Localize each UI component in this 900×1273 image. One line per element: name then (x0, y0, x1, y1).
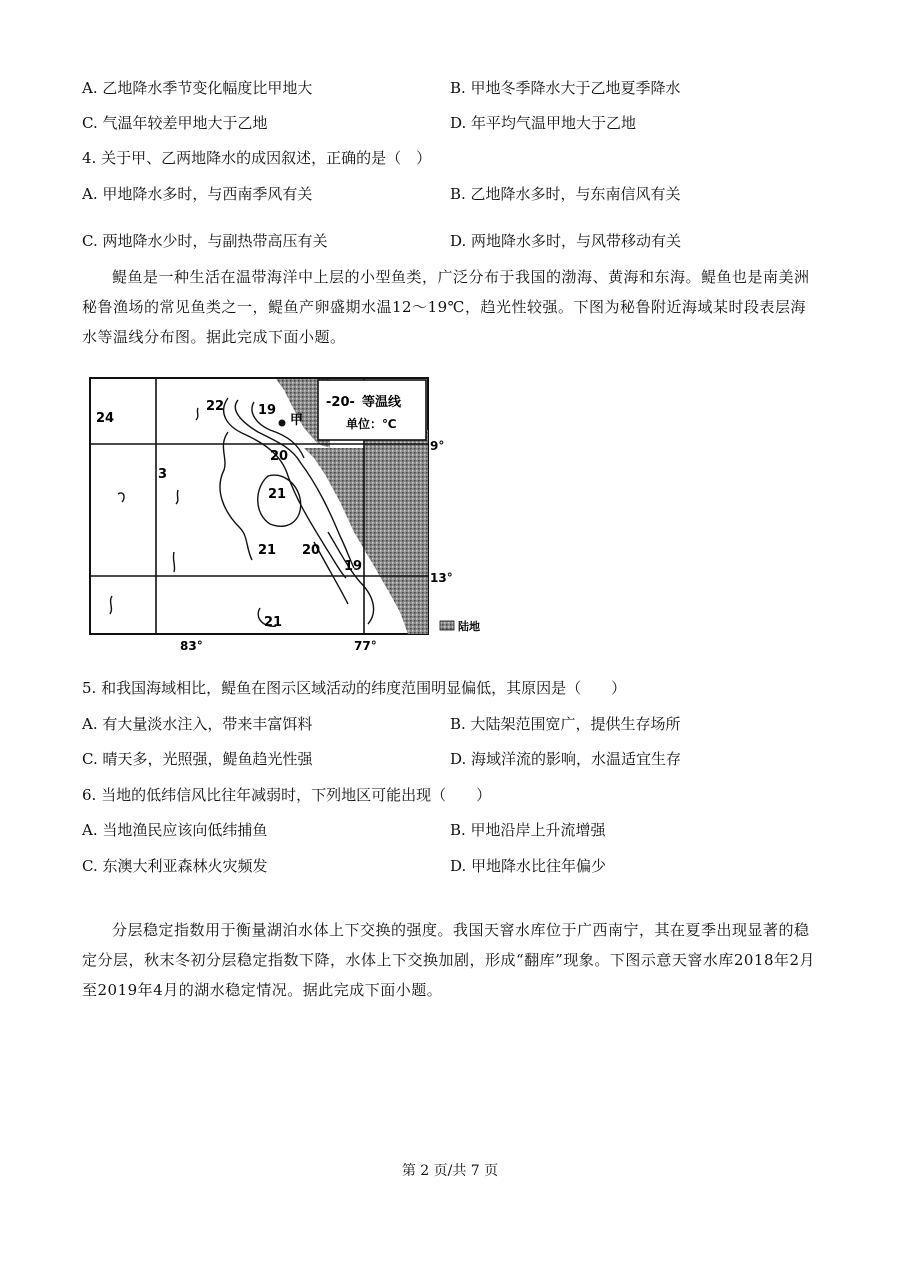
point-jia-marker (279, 420, 286, 427)
isotherm-label-21-bottom: 21 (264, 615, 283, 630)
isotherm-label-20-low: 20 (302, 543, 321, 558)
q6-option-a: A. 当地渔民应该向低纬捕鱼 (82, 821, 268, 839)
isotherm-label-21-low: 21 (258, 543, 277, 558)
q5-stem: 5. 和我国海域相比，鳀鱼在图示区域活动的纬度范围明显偏低，其原因是（ ） (82, 679, 627, 697)
longitude-label-83: 83° (180, 639, 203, 653)
legend-unit: 单位：℃ (346, 417, 397, 431)
q4-option-a: A. 甲地降水多时，与西南季风有关 (82, 185, 313, 203)
isotherm-label-19-low: 19 (344, 559, 363, 574)
q4-stem: 4. 关于甲、乙两地降水的成因叙述，正确的是（ ） (82, 149, 432, 167)
q4-option-c: C. 两地降水少时，与副热带高压有关 (82, 232, 328, 250)
longitude-label-77: 77° (354, 639, 377, 653)
point-jia-label: 甲 (290, 413, 304, 428)
q6-option-b: B. 甲地沿岸上升流增强 (450, 821, 606, 839)
q5-option-b: B. 大陆架范围宽广，提供生存场所 (450, 715, 681, 733)
q5-option-d: D. 海域洋流的影响，水温适宜生存 (450, 750, 682, 768)
isotherm-label-22: 22 (206, 399, 225, 414)
q4-option-b: B. 乙地降水多时，与东南信风有关 (450, 185, 681, 203)
q4-option-d: D. 两地降水多时，与风带移动有关 (450, 232, 682, 250)
land-legend-swatch (440, 621, 454, 630)
latitude-label-13: 13° (430, 571, 453, 585)
isotherm-fragment-a (118, 493, 124, 502)
passage-reservoir: 分层稳定指数用于衡量湖泊水体上下交换的强度。我国天窨水库位于广西南宁，其在夏季出现显著的稳定分层，秋末冬初分层稳定指数下降，水体上下交换加剧，形成“翻库”现象。下图示意天窨水库2018年2月至2019年4月的湖水稳定情况。据此完成下面小题。 (82, 921, 816, 999)
isotherm-fragment-b (196, 408, 198, 420)
isotherm-21-west (220, 432, 252, 560)
isotherm-label-20-top: 20 (270, 449, 289, 464)
q3-option-a: A. 乙地降水季节变化幅度比甲地大 (82, 79, 313, 97)
isotherm-label-19-top: 19 (258, 403, 277, 418)
isotherm-label-21-mid: 21 (268, 487, 287, 502)
isotherm-fragment-c (173, 552, 174, 572)
passage-anchovy: 鳀鱼是一种生活在温带海洋中上层的小型鱼类，广泛分布于我国的渤海、黄海和东海。鳀鱼也是南美洲秘鲁渔场的常见鱼类之一，鳀鱼产卵盛期水温12～19℃，趋光性较强。下图为秘鲁附近海域某时段表层海水等温线分布图。据此完成下面小题。 (82, 268, 810, 346)
q6-option-d: D. 甲地降水比往年偏少 (450, 857, 607, 875)
legend-line-sample: -20- (326, 395, 355, 410)
q6-stem: 6. 当地的低纬信风比往年减弱时，下列地区可能出现（ ） (82, 786, 492, 804)
isotherm-label-24: 24 (96, 411, 115, 426)
q5-option-a: A. 有大量淡水注入，带来丰富饵料 (82, 715, 313, 733)
isotherm-fragment-d (110, 596, 112, 614)
q3-option-b: B. 甲地冬季降水大于乙地夏季降水 (450, 79, 681, 97)
page-number: 第 2 页/共 7 页 (401, 1163, 499, 1179)
legend-title: 等温线 (362, 395, 402, 410)
q3-option-c: C. 气温年较差甲地大于乙地 (82, 114, 268, 132)
legend-box (318, 380, 426, 440)
isotherm-fragment-e (176, 490, 178, 504)
isotherm-label-3: 3 (158, 467, 168, 482)
land-area-south (304, 430, 428, 634)
land-legend-label: 陆地 (458, 620, 480, 633)
q6-option-c: C. 东澳大利亚森林火灾频发 (82, 857, 268, 875)
q3-option-d: D. 年平均气温甲地大于乙地 (450, 114, 637, 132)
latitude-label-9: 9° (430, 439, 445, 453)
isotherm-map (78, 372, 498, 654)
q5-option-c: C. 晴天多，光照强，鳀鱼趋光性强 (82, 750, 313, 768)
